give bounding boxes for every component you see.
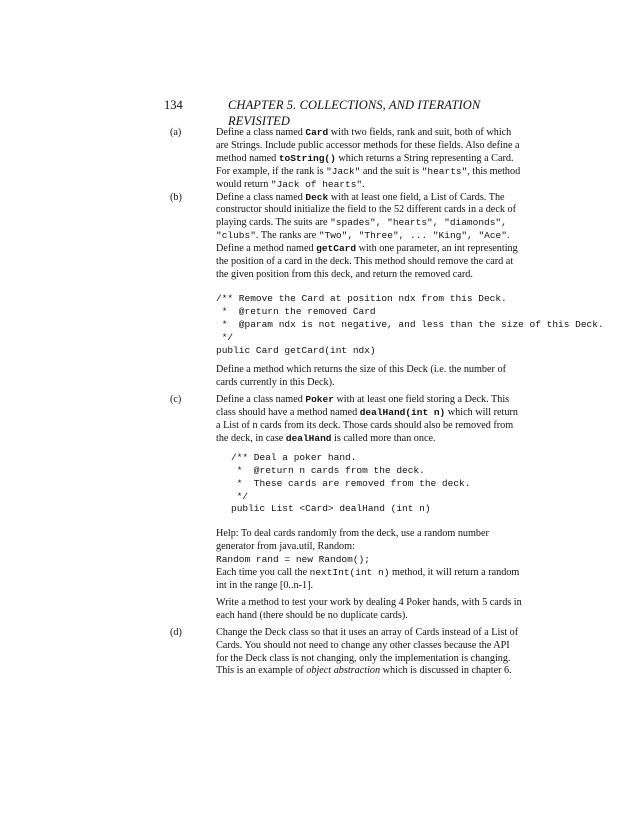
test-text: Write a method to test your work by dealing 4 Poker hands, with 5 cards in each hand (there should be no duplicate cards). <box>216 596 522 621</box>
item-label: (b) <box>170 191 182 203</box>
exercise-c-text: Define a class named Poker with at least one field storing a Deck. This class should have a method named dealHand(int n) which will return a List of n cards from its deck. Those cards should also be removed from the deck, in case dealHand is called more than once. <box>216 394 518 444</box>
item-label: (d) <box>170 626 182 638</box>
exercise-b-text: Define a class named Deck with at least one field, a List of Cards. The constructor should initialize the field to the 52 different cards in a deck of playing cards. The suits are "spades", "hearts", "diamonds", "clubs". The ranks are "Two", "Three", ... "King", "Ace". <box>216 191 516 242</box>
exercise-a <box>170 127 524 192</box>
exercise-c <box>170 394 524 623</box>
page-number: 134 <box>164 98 183 112</box>
random-code-line: Random rand = new Random(); <box>216 554 370 566</box>
exercise-list <box>170 127 604 678</box>
exercise-b-size-text: Define a method which returns the size of this Deck (i.e. the number of cards currently in this Deck). <box>216 364 506 389</box>
exercise-d-text: Change the Deck class so that it uses an array of Cards instead of a List of Cards. You should not need to change any other classes because the API for the Deck class is not changing, only the implementation is changing. This is an example of object abstraction which is discussed in chapter 6. <box>216 626 519 677</box>
exercise-b-getcard-text: Define a method named getCard with one parameter, an int representing the position of a card in the deck. This method should remove the card at the given position from this deck, and return the removed card. <box>216 243 518 280</box>
item-label: (c) <box>170 394 182 406</box>
nextint-text: Each time you call the nextInt(int n) method, it will return a random int in the range [0..n-1]. <box>216 567 520 591</box>
dealhand-code-block: /** Deal a poker hand. * @return n cards from the deck. * These cards are removed from the deck. */ public List <Card> dealHand (int n) <box>231 451 471 515</box>
item-label: (a) <box>170 127 182 138</box>
exercise-d <box>170 627 524 679</box>
help-text: Help: To deal cards randomly from the deck, use a random number generator from java.util, Random: <box>216 528 489 553</box>
exercise-a-text: Define a class named Card with two fields, rank and suit, both of which are Strings. Include public accessor methods for these fields. Also define a method named toString() which returns a String representing a Card. For example, if the rank is "Jack" and the suit is "hearts", this method would return "Jack of hearts". <box>216 127 521 190</box>
exercise-b <box>170 191 604 391</box>
running-title: CHAPTER 5. COLLECTIONS, AND ITERATION REVISITED <box>228 98 481 128</box>
getcard-code-block: /** Remove the Card at position ndx from this Deck. * @return the removed Card * @param ndx is not negative, and less than the size of this Deck. */ public Card getCard(int ndx) <box>216 292 604 356</box>
